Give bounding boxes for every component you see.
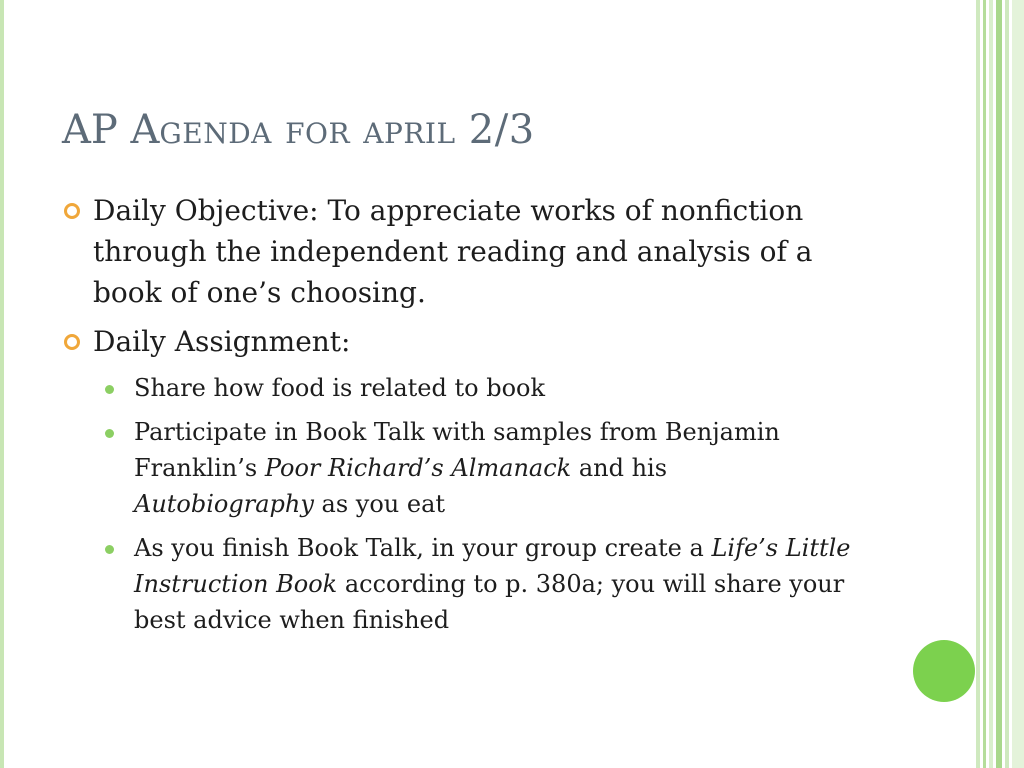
book-title-italic: Life’s Little Instruction Book xyxy=(134,534,851,598)
assignment-text: Daily Assignment: xyxy=(93,325,351,358)
dot-bullet-icon xyxy=(105,545,114,554)
ring-bullet-icon xyxy=(64,203,80,219)
sub-item-text: Share how food is related to book xyxy=(134,374,546,402)
right-stripe xyxy=(989,0,993,768)
sub-bullet-item xyxy=(62,530,854,638)
objective-text: Daily Objective: To appreciate works of nonfiction through the independent reading and analysis of a book of one’s choosing. xyxy=(93,194,813,309)
bullet-item-assignment xyxy=(62,321,892,362)
green-circle-decoration xyxy=(913,640,975,702)
title-part-1: AP A xyxy=(62,107,160,153)
left-border xyxy=(0,0,4,768)
assignment-sublist xyxy=(62,370,892,638)
slide-body xyxy=(62,190,892,646)
sub-item-text: Participate in Book Talk with samples from Benjamin Franklin’s xyxy=(134,418,780,482)
title-part-2: genda for april 2/3 xyxy=(159,107,535,153)
book-title-italic: Autobiography xyxy=(134,490,314,518)
right-stripe xyxy=(1012,0,1024,768)
sub-item-text: As you finish Book Talk, in your group create a xyxy=(134,534,712,562)
dot-bullet-icon xyxy=(105,429,114,438)
sub-item-text: according to p. 380a; you will share your best advice when finished xyxy=(134,570,845,634)
sub-bullet-item xyxy=(62,414,854,522)
sub-item-text: and his xyxy=(571,454,668,482)
sub-item-text: as you eat xyxy=(313,490,446,518)
right-stripe xyxy=(1005,0,1009,768)
right-stripe xyxy=(976,0,980,768)
book-title-italic: Poor Richard’s Almanack xyxy=(264,454,572,482)
right-stripe xyxy=(996,0,1002,768)
dot-bullet-icon xyxy=(105,385,114,394)
ring-bullet-icon xyxy=(64,334,80,350)
sub-bullet-item xyxy=(62,370,854,406)
right-stripe xyxy=(983,0,986,768)
slide-title xyxy=(62,104,535,156)
bullet-item-objective xyxy=(62,190,892,313)
